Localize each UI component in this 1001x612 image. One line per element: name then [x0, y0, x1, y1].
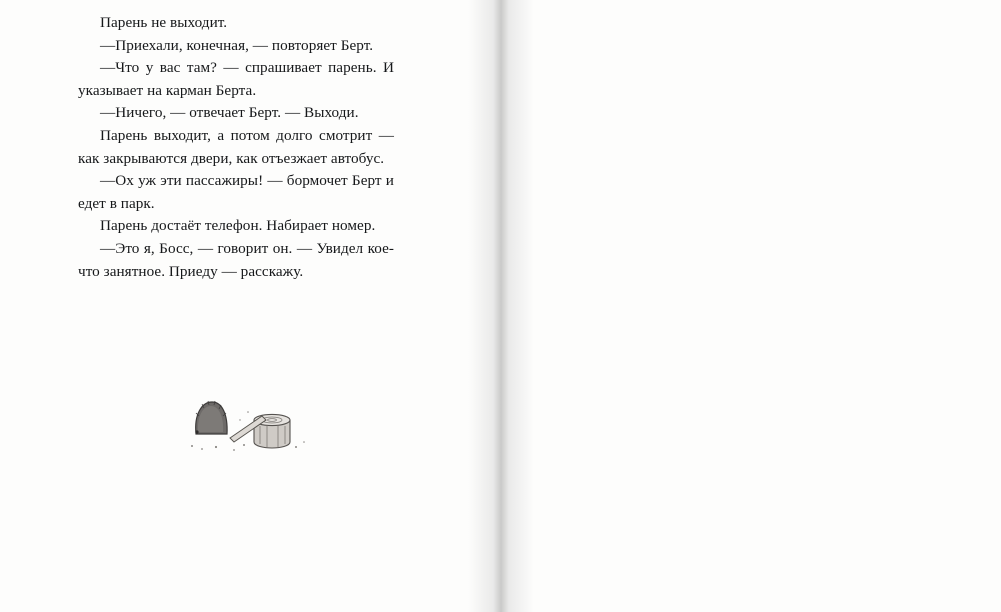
paragraph: —Это я, Босс, — говорит он. — Увидел кое-что занятное. Приеду — расскажу.: [78, 239, 394, 280]
left-page: [0, 0, 500, 612]
paragraph: —Ох уж эти пассажиры! — бормочет Берт и едет в парк.: [78, 172, 394, 212]
paragraph: —Ничего, — отвечает Берт. — Выходи.: [100, 104, 359, 122]
paragraph: —Приехали, конечная, — повторяет Берт.: [100, 36, 374, 54]
paragraph: —Что у вас там? — спрашивает парень. И указывает на карман Берта.: [78, 59, 394, 99]
paragraph: Парень не выходит.: [100, 14, 228, 31]
paragraph: Парень выходит, а потом долго смотрит — как закрываются двери, как отъезжает автобус.: [78, 126, 394, 167]
left-page-text-column: [78, 12, 394, 283]
paragraph: Парень достаёт телефон. Набирает номер.: [100, 217, 376, 235]
right-page: [501, 0, 1001, 612]
hedgehog-and-stump-illustration: [178, 368, 310, 458]
